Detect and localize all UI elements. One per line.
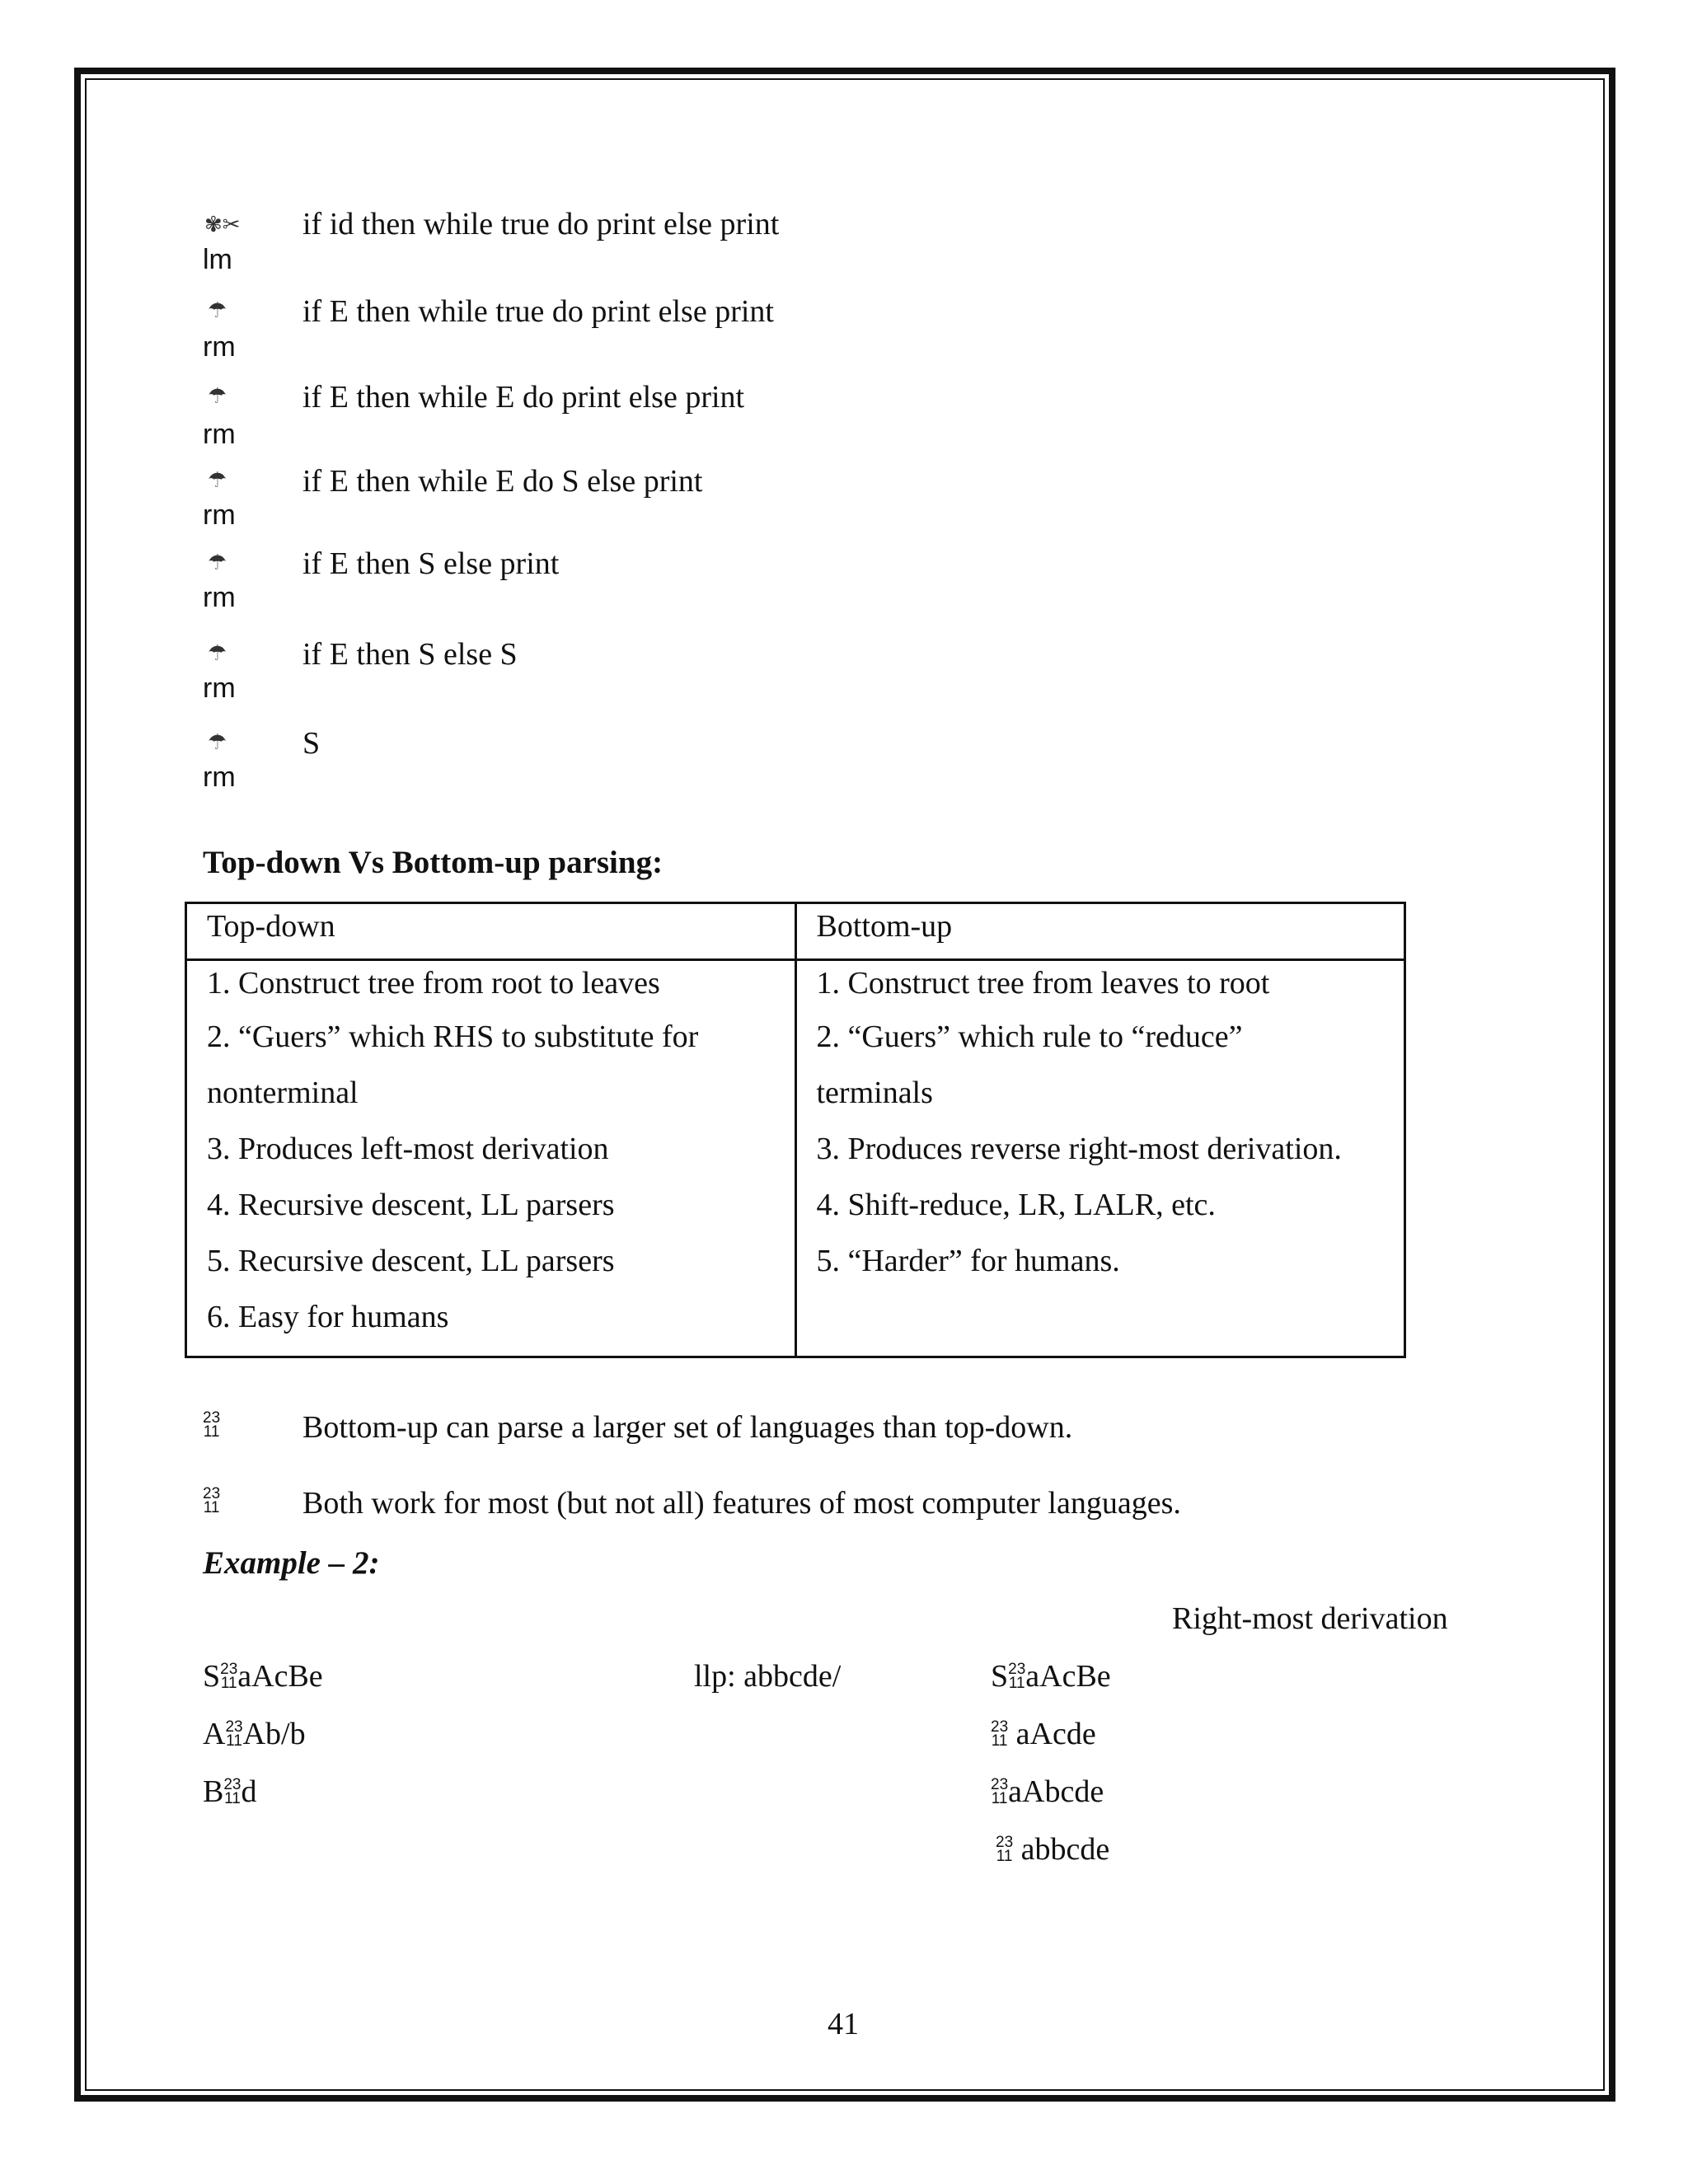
bullet-glyph-icon: 23 11 xyxy=(203,1485,221,1516)
derivation-line: if E then while E do print else print xyxy=(302,380,745,415)
butterfly-icon: ✾✂ xyxy=(204,213,241,237)
arrow-glyph-icon: 23 11 xyxy=(220,1661,238,1692)
example-title: Example – 2: xyxy=(203,1545,380,1581)
arrow-glyph-icon: 23 11 xyxy=(996,1834,1014,1865)
bullet-text: Both work for most (but not all) features of most computer languages. xyxy=(302,1486,1181,1521)
grammar-rule: B 23 11 d xyxy=(203,1774,257,1809)
bottom-up-item: 1. Construct tree from leaves to root xyxy=(816,966,1270,1001)
top-down-item: 1. Construct tree from root to leaves xyxy=(207,966,660,1001)
column-header-bottom-up: Bottom-up xyxy=(795,903,1405,960)
bottom-up-item: 5. “Harder” for humans. xyxy=(816,1244,1120,1278)
rm-step: 23 11 aAbcde xyxy=(991,1774,1104,1809)
derivation-step-label: rm xyxy=(203,673,236,704)
arrow-glyph-icon: 23 11 xyxy=(991,1776,1009,1807)
top-down-item: nonterminal xyxy=(207,1076,359,1110)
rm-step: S 23 11 aAcBe xyxy=(991,1659,1111,1694)
derivation-line: if E then S else S xyxy=(302,637,518,672)
arrow-glyph-icon: 23 11 xyxy=(1008,1661,1026,1692)
derivation-line: if E then while true do print else print xyxy=(302,294,774,329)
umbrella-icon: ☂ xyxy=(208,468,227,492)
top-down-item: 6. Easy for humans xyxy=(207,1300,449,1334)
derivation-line: if E then while E do S else print xyxy=(302,464,703,499)
section-heading: Top-down Vs Bottom-up parsing: xyxy=(203,845,663,880)
bottom-up-item: terminals xyxy=(816,1076,933,1110)
top-down-item: 4. Recursive descent, LL parsers xyxy=(207,1188,615,1222)
derivation-line: if E then S else print xyxy=(302,546,560,581)
table-row xyxy=(186,960,1405,1357)
rm-step: 23 11 abbcde xyxy=(996,1832,1110,1867)
top-down-cell xyxy=(186,960,796,1357)
column-header-top-down: Top-down xyxy=(186,903,796,960)
arrow-glyph-icon: 23 11 xyxy=(991,1718,1009,1750)
bullet-glyph-icon: 23 11 xyxy=(203,1409,221,1441)
bottom-up-item: 3. Produces reverse right-most derivation. xyxy=(816,1132,1342,1166)
umbrella-icon: ☂ xyxy=(208,384,227,408)
arrow-glyph-icon: 23 11 xyxy=(223,1776,241,1807)
bottom-up-cell xyxy=(795,960,1405,1357)
grammar-rule: S 23 11 aAcBe xyxy=(203,1659,323,1694)
bottom-up-item: 4. Shift-reduce, LR, LALR, etc. xyxy=(816,1188,1216,1222)
derivation-line: S xyxy=(302,726,321,761)
page-number: 41 xyxy=(828,2007,859,2041)
bullet-text: Bottom-up can parse a larger set of languages than top-down. xyxy=(302,1410,1073,1445)
derivation-line: if id then while true do print else print xyxy=(302,207,780,241)
top-down-item: 5. Recursive descent, LL parsers xyxy=(207,1244,615,1278)
input-string: llp: abbcde/ xyxy=(694,1659,842,1694)
top-down-item: 3. Produces left-most derivation xyxy=(207,1132,609,1166)
rm-step: 23 11 aAcde xyxy=(991,1717,1096,1751)
umbrella-icon: ☂ xyxy=(208,730,227,754)
comparison-table xyxy=(185,902,1406,1358)
grammar-rule: A 23 11 Ab/b xyxy=(203,1717,306,1751)
derivation-step-label: rm xyxy=(203,582,236,613)
bottom-up-item: 2. “Guers” which rule to “reduce” xyxy=(816,1019,1243,1054)
umbrella-icon: ☂ xyxy=(208,641,227,665)
derivation-step-label: lm xyxy=(203,244,232,275)
derivation-step-label: rm xyxy=(203,419,236,450)
top-down-item: 2. “Guers” which RHS to substitute for xyxy=(207,1019,699,1054)
umbrella-icon: ☂ xyxy=(208,551,227,574)
arrow-glyph-icon: 23 11 xyxy=(225,1718,243,1750)
umbrella-icon: ☂ xyxy=(208,298,227,322)
table-header-row xyxy=(186,903,1405,960)
derivation-step-label: rm xyxy=(203,499,236,531)
rm-derivation-heading: Right-most derivation xyxy=(1172,1601,1448,1636)
derivation-step-label: rm xyxy=(203,331,236,363)
derivation-step-label: rm xyxy=(203,762,236,793)
